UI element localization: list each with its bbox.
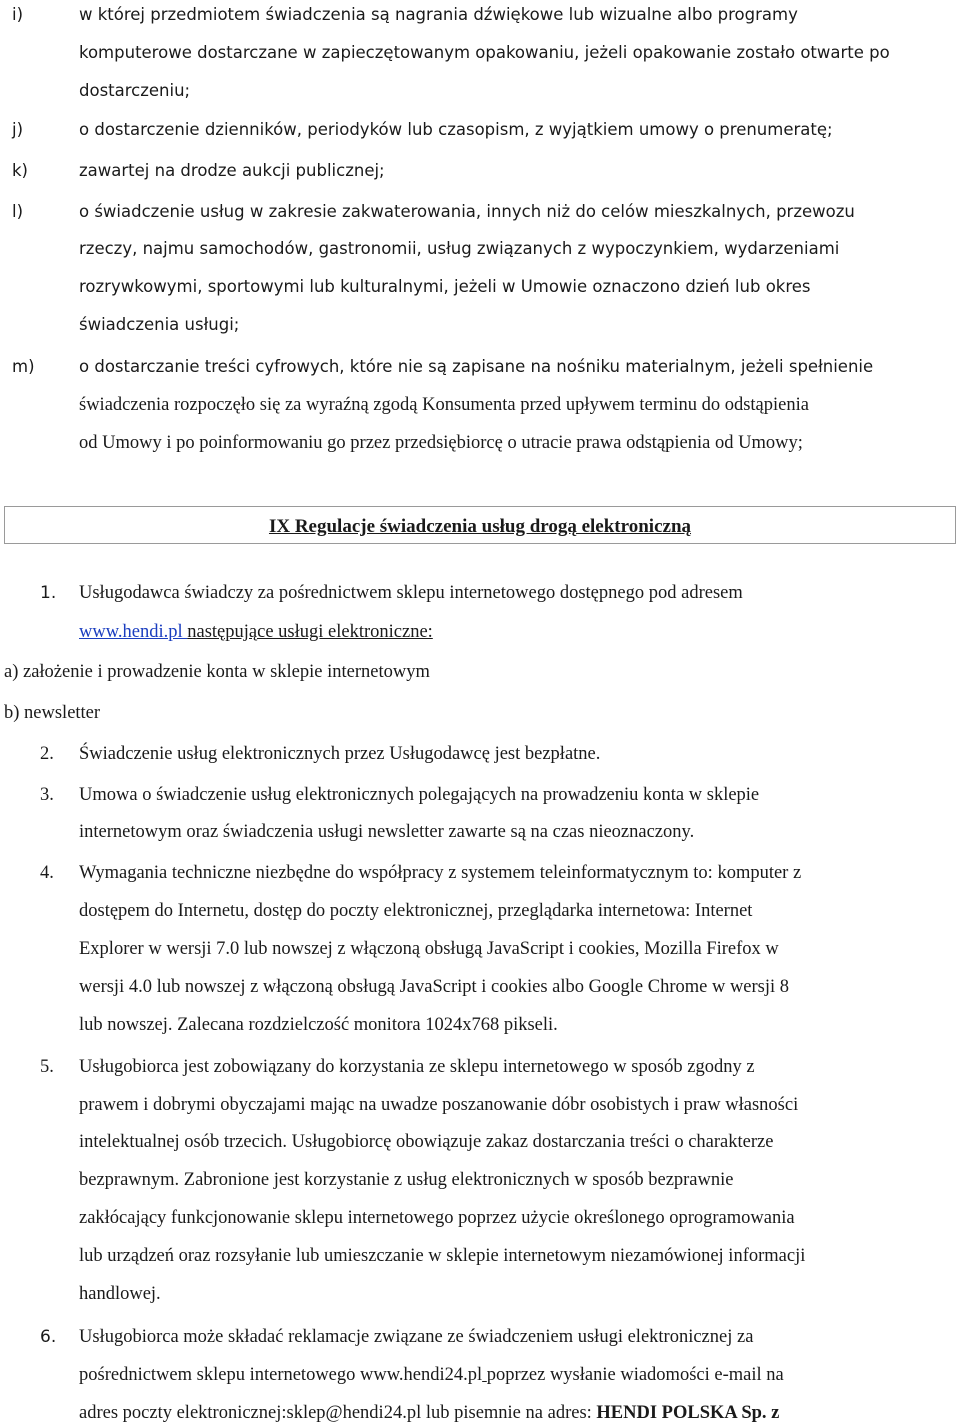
paragraph-line: Wymagania techniczne niezbędne do współpracy z systemem teleinformatycznym to: komputer z (79, 863, 802, 883)
paragraph-line: intelektualnej osób trzecich. Usługobiorcę obowiązuje zakaz dostarczania treści o charakterze (79, 1132, 774, 1152)
company-name: HENDI POLSKA Sp. z (596, 1403, 780, 1423)
paragraph-number: 3. (40, 785, 54, 805)
section-title: IX Regulacje świadczenia usług drogą elektroniczną (268, 516, 692, 537)
list-item-line: o dostarczanie treści cyfrowych, które nie są zapisane na nośniku materialnym, jeżeli spełnienie (79, 357, 874, 376)
list-item-line: w której przedmiotem świadczenia są nagrania dźwiękowe lub wizualne albo programy (79, 5, 798, 24)
paragraph-line: Świadczenie usług elektronicznych przez Usługodawcę jest bezpłatne. (79, 744, 601, 764)
list-marker: l) (12, 202, 24, 221)
hendi-link[interactable]: www.hendi.pl (79, 622, 188, 642)
paragraph-line (79, 1364, 784, 1386)
paragraph-line: Usługodawca świadczy za pośrednictwem sklepu internetowego dostępnego pod adresem (79, 583, 743, 603)
list-item-line: rozrywkowymi, sportowymi lub kulturalnymi, jeżeli w Umowie oznaczono dzień lub okres (79, 277, 811, 296)
section-heading-box (4, 506, 956, 544)
list-item-line: o dostarczenie dzienników, periodyków lub czasopism, z wyjątkiem umowy o prenumeratę; (79, 120, 833, 139)
list-marker: m) (12, 357, 35, 376)
list-item-line: komputerowe dostarczane w zapieczętowanym opakowaniu, jeżeli opakowanie zostało otwarte po (79, 43, 890, 62)
paragraph-number: 6. (40, 1327, 57, 1347)
service-item-a: a) założenie i prowadzenie konta w sklepie internetowym (4, 662, 430, 682)
paragraph-line: lub nowszej. Zalecana rozdzielczość monitora 1024x768 pikseli. (79, 1015, 558, 1035)
paragraph-number: 2. (40, 744, 54, 764)
paragraph-line: Usługobiorca jest zobowiązany do korzystania ze sklepu internetowego w sposób zgodny z (79, 1057, 755, 1077)
paragraph-line-part: poprzez wysłanie wiadomości e-mail na (486, 1365, 784, 1385)
list-item-line: dostarczeniu; (79, 81, 191, 100)
paragraph-line: wersji 4.0 lub nowszej z włączoną obsługą JavaScript i cookies albo Google Chrome w wersji 8 (79, 977, 790, 997)
paragraph-line: Umowa o świadczenie usług elektronicznych polegających na prowadzeniu konta w sklepie (79, 785, 760, 805)
paragraph-line: prawem i dobrymi obyczajami mając na uwadze poszanowanie dóbr osobistych i praw własności (79, 1095, 799, 1115)
list-marker: j) (12, 120, 24, 139)
list-item-line: o świadczenie usług w zakresie zakwaterowania, innych niż do celów mieszkalnych, przewozu (79, 202, 855, 221)
paragraph-number: 5. (40, 1057, 54, 1077)
paragraph-line: Explorer w wersji 7.0 lub nowszej z włączoną obsługą JavaScript i cookies, Mozilla Firefox w (79, 939, 779, 959)
paragraph-line: Usługobiorca może składać reklamacje związane ze świadczeniem usługi elektronicznej za (79, 1327, 754, 1347)
paragraph-line: handlowej. (79, 1284, 161, 1304)
paragraph-line: dostępem do Internetu, dostęp do poczty elektronicznej, przeglądarka internetowa: Internet (79, 901, 753, 921)
paragraph-line (79, 621, 433, 643)
list-item-line: zawartej na drodze aukcji publicznej; (79, 161, 385, 180)
paragraph-line: internetowym oraz świadczenia usługi newsletter zawarte są na czas nieoznaczony. (79, 822, 695, 842)
list-item-line: od Umowy i po poinformowaniu go przez przedsiębiorcę o utracie prawa odstąpienia od Umowy; (79, 433, 803, 453)
list-item-line: świadczenia rozpoczęło się za wyraźną zgodą Konsumenta przed upływem terminu do odstąpienia (79, 395, 809, 415)
paragraph-number: 1. (40, 583, 57, 603)
service-item-b: b) newsletter (4, 703, 101, 723)
paragraph-line: zakłócający funkcjonowanie sklepu internetowego poprzez użycie określonego oprogramowania (79, 1208, 795, 1228)
paragraph-line-part: adres poczty elektronicznej:sklep@hendi24.pl lub pisemnie na adres: (79, 1403, 597, 1423)
paragraph-line (79, 1402, 779, 1424)
list-marker: k) (12, 161, 28, 180)
paragraph-number: 4. (40, 863, 54, 883)
list-item-line: świadczenia usługi; (79, 315, 240, 334)
list-item-line: rzeczy, najmu samochodów, gastronomii, usług związanych z wypoczynkiem, wydarzeniami (79, 239, 840, 258)
list-marker: i) (12, 5, 24, 24)
paragraph-line: lub urządzeń oraz rozsyłanie lub umieszczanie w sklepie internetowym niezamówionej informacji (79, 1246, 806, 1266)
paragraph-line-rest: następujące usługi elektroniczne: (187, 622, 433, 642)
paragraph-line: bezprawnym. Zabronione jest korzystanie z usług elektronicznych w sposób bezprawnie (79, 1170, 734, 1190)
paragraph-line-part: pośrednictwem sklepu internetowego www.hendi24.pl (79, 1365, 483, 1385)
